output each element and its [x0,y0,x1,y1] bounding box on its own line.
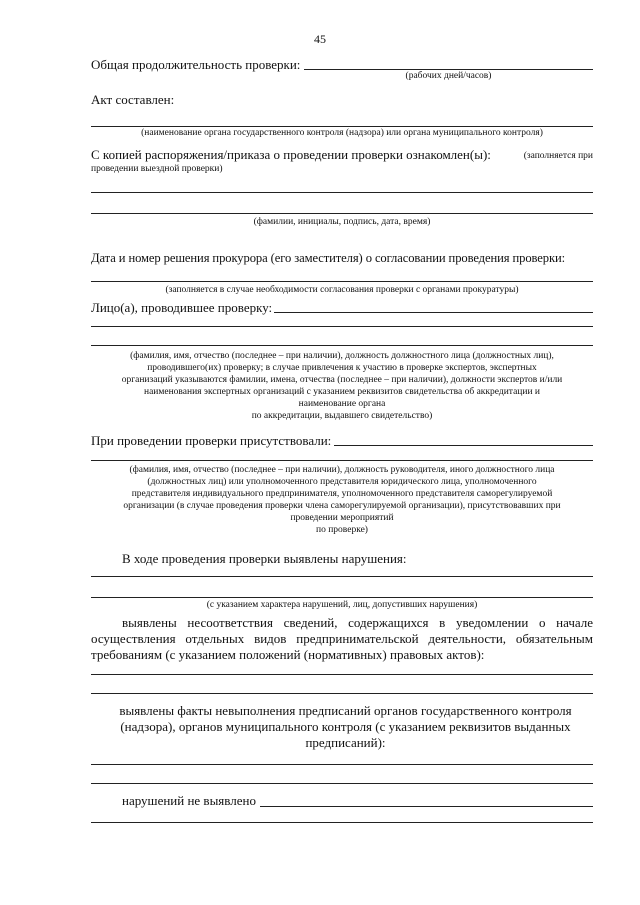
violations-hint: (с указанием характера нарушений, лиц, допустивших нарушения) [206,600,478,610]
copy-order-hint: (фамилии, инициалы, подпись, дата, время) [253,217,431,227]
prosecutor-line [91,281,593,282]
prescriptions-line-b [91,783,593,784]
prescriptions-line-a [91,764,593,765]
discrepancies-line-1: выявлены несоответствия сведений, содержащихся в уведомлении о начале [122,615,593,630]
discrepancies-line-b [91,693,593,694]
act-label: Акт составлен: [91,92,175,107]
prescriptions-line-2: (надзора), органов муниципального контроля (с указанием реквизитов выданных [120,719,571,734]
present-label: При проведении проверки присутствовали: [91,433,332,448]
copy-order-note-1: (заполняется при [523,151,593,161]
inspectors-hint-line: наименование органа [298,399,386,409]
copy-order-line-1 [91,192,593,193]
present-hint-line: по проверке) [316,525,368,535]
act-hint: (наименование органа государственного контроля (надзора) или органа муниципального контроля) [141,128,543,138]
no-violations-line-1 [260,806,593,807]
violations-line-1 [91,576,593,577]
copy-order-note-2: проведении выездной проверки) [91,164,223,174]
copy-order-label: С копией распоряжения/приказа о проведении проверки ознакомлен(ы): [91,147,491,162]
no-violations-line-2 [91,822,593,823]
present-hint-line: представителя индивидуального предпринимателя, уполномоченного представителя саморегулируемой [131,489,553,499]
present-hint-line: организации (в случае проведения проверки члена саморегулируемой организации), присутствовавших при [123,501,561,511]
inspectors-hint-line: по аккредитации, выдавшего свидетельство) [251,411,433,421]
present-line-1 [334,445,593,446]
inspectors-hint-line: проводившего(их) проверку; в случае привлечения к участию в проверке экспертов, экспертных [147,363,537,373]
inspectors-line-3 [91,345,593,346]
inspectors-hint-line: наименования экспертных организаций с указанием реквизитов свидетельства об аккредитации и [143,387,540,397]
copy-order-line-2 [91,213,593,214]
prescriptions-line-1: выявлены факты невыполнения предписаний органов государственного контроля [119,703,572,718]
present-hint-line: (должностных лиц) или уполномоченного представителя юридического лица, уполномоченного [147,477,537,487]
inspectors-hint [91,350,593,422]
discrepancies-line-2: осуществления отдельных видов предпринимательской деятельности, обязательным [91,631,593,646]
inspectors-line-1 [274,312,593,313]
prosecutor-label: Дата и номер решения прокурора (его заместителя) о согласовании проведения проверки: [91,251,566,265]
prosecutor-hint: (заполняется в случае необходимости согласования проверки с органами прокуратуры) [165,285,519,295]
duration-hint: (рабочих дней/часов) [405,71,492,81]
inspectors-line-2 [91,326,593,327]
inspectors-hint-line: организаций указываются фамилии, имена, отчества (последнее – при наличии), должности экспертов и/или [121,375,563,385]
discrepancies-line-a [91,674,593,675]
discrepancies-line-3: требованиям (с указанием положений (нормативных) правовых актов): [91,647,485,662]
violations-label: В ходе проведения проверки выявлены нарушения: [122,551,407,566]
no-violations-label: нарушений не выявлено [122,793,256,808]
duration-label: Общая продолжительность проверки: [91,57,301,72]
present-hint [91,464,593,536]
page-number: 45 [314,32,326,46]
present-line-2 [91,460,593,461]
prescriptions-line-3: предписаний): [305,735,386,750]
inspectors-label: Лицо(а), проводившее проверку: [91,300,273,315]
present-hint-line: (фамилия, имя, отчество (последнее – при наличии), должность руководителя, иного должностного лица [129,465,555,475]
inspectors-hint-line: (фамилия, имя, отчество (последнее – при наличии), должность должностного лица (должностных лиц), [130,351,554,361]
violations-line-2 [91,597,593,598]
present-hint-line: проведении мероприятий [290,513,394,523]
